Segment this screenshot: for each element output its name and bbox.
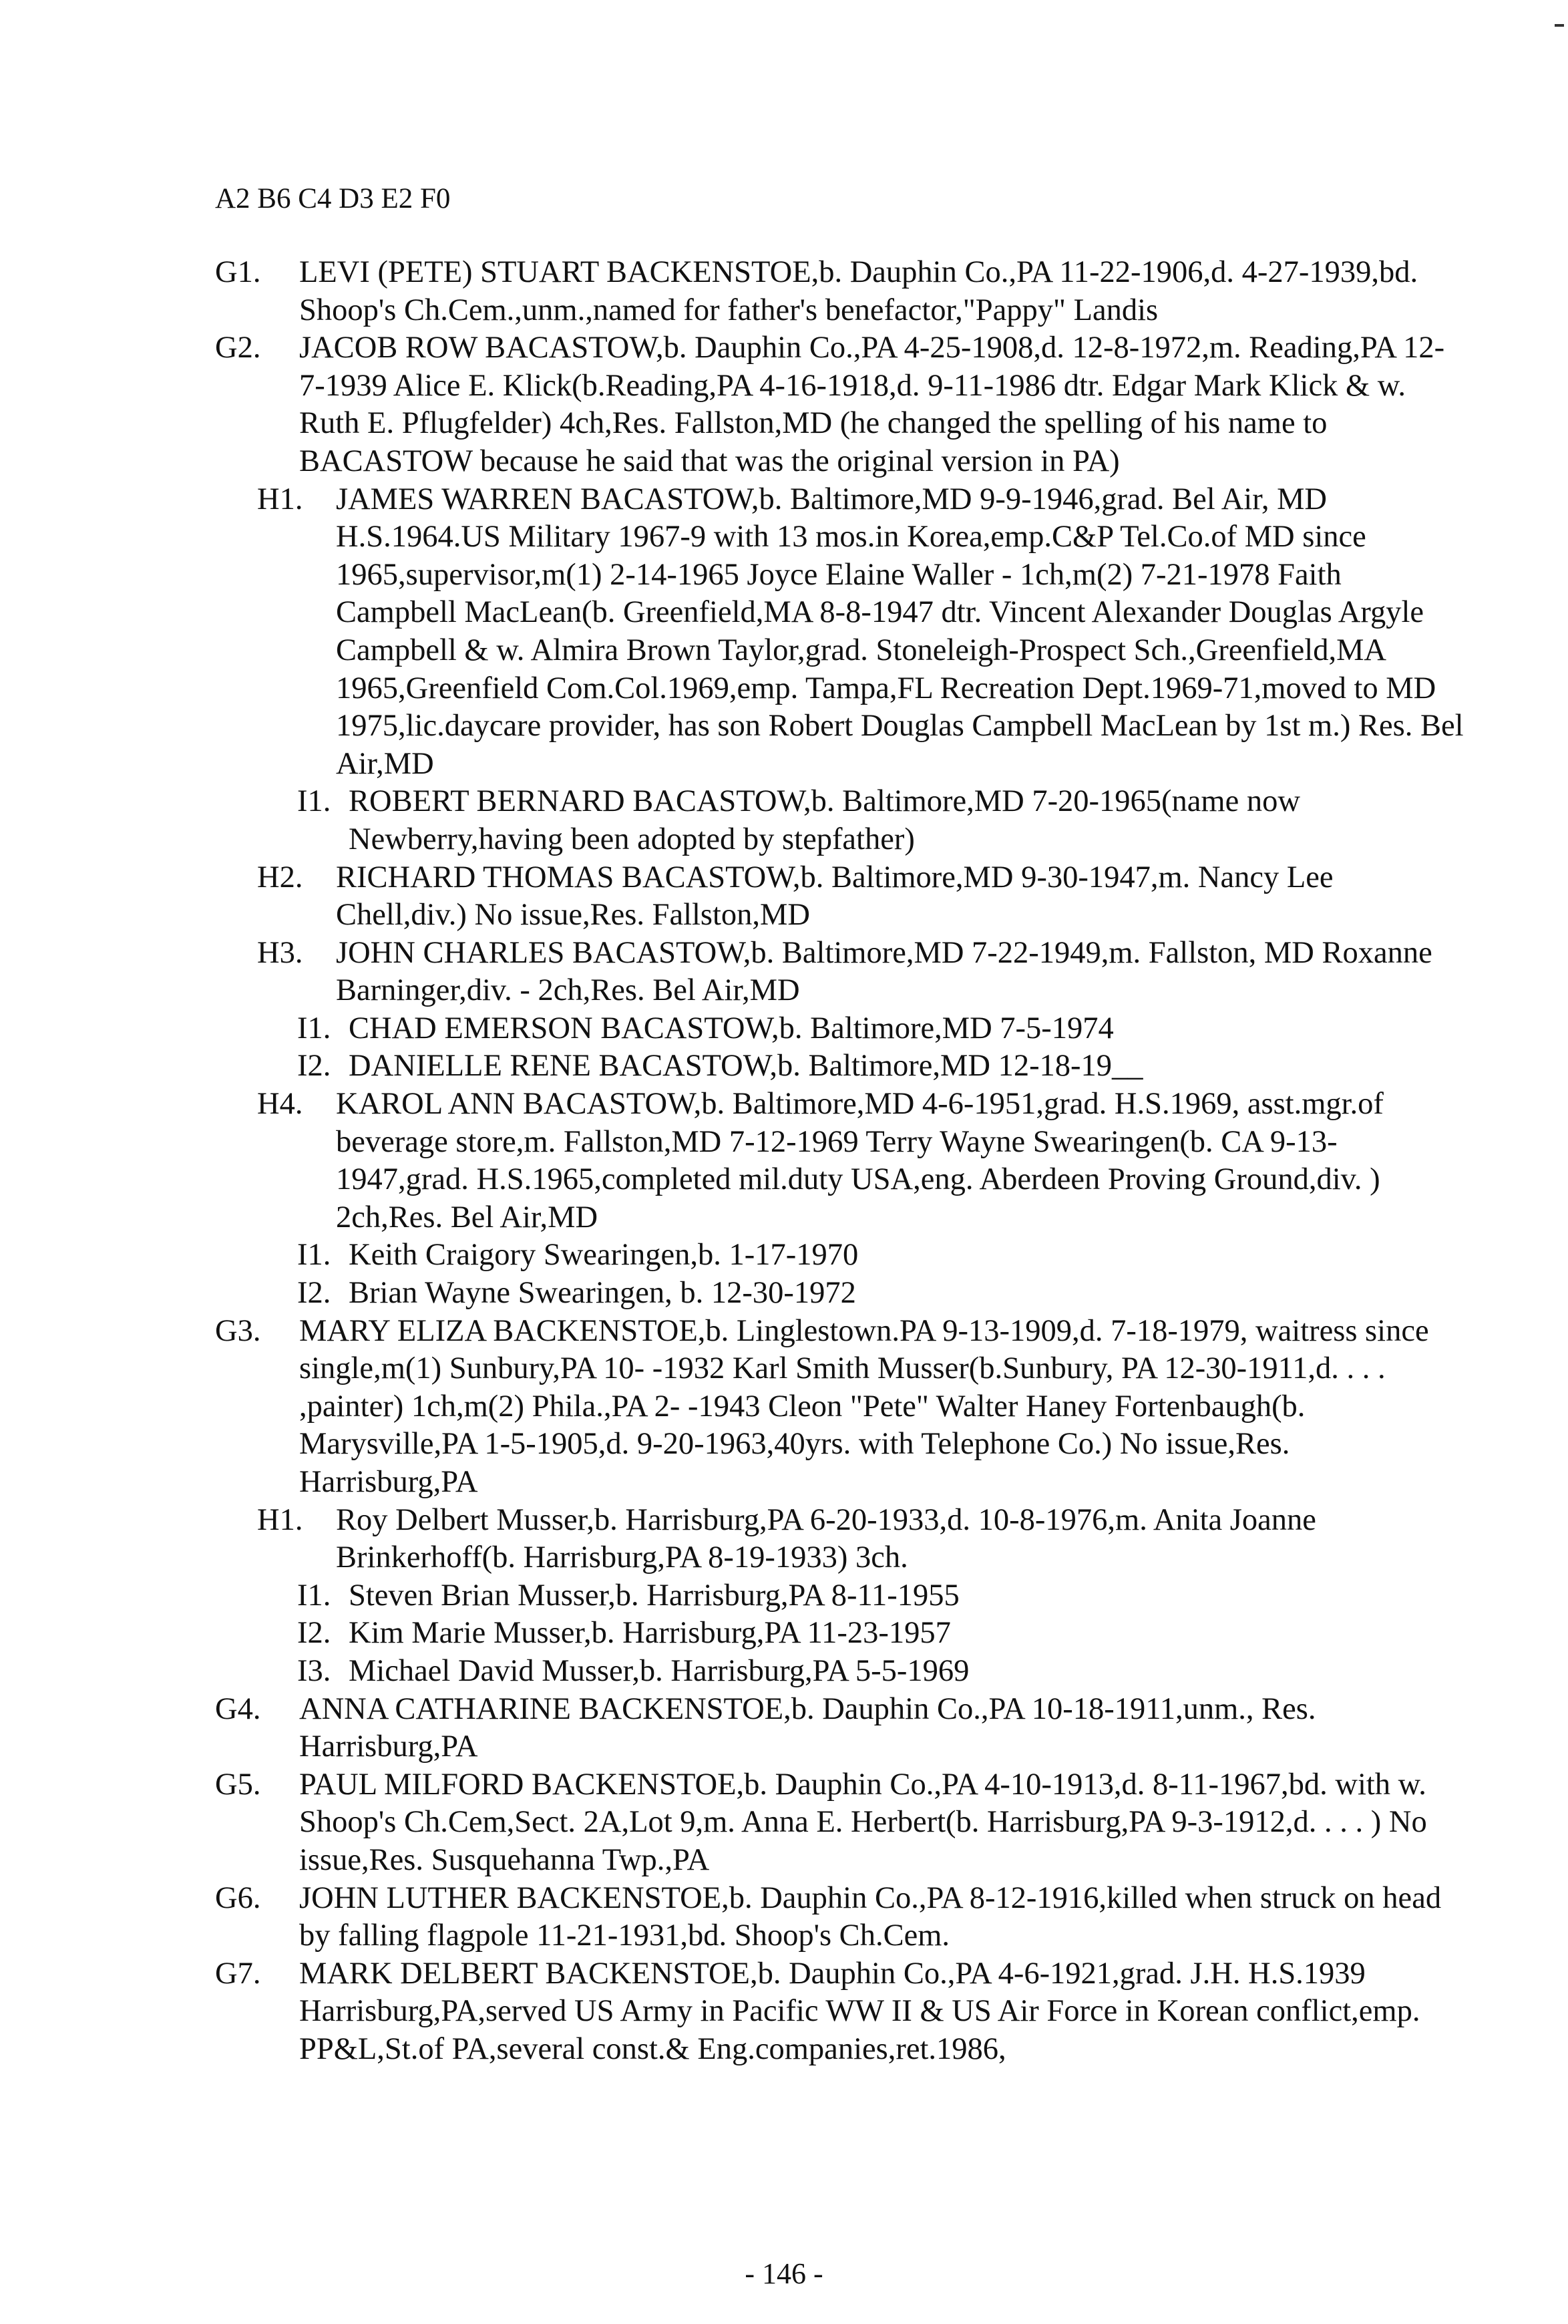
entry-label: I1. [297,784,331,819]
entry-text: Brian Wayne Swearingen, b. 12-30-1972 [349,1276,856,1311]
entry-g6 [0,1880,1568,1955]
entry-label: G7. [215,1956,261,1991]
entry-h4-karol [0,1086,1568,1236]
entry-label: H1. [257,482,303,516]
entry-label: H1. [257,1502,303,1537]
entry-text: CHAD EMERSON BACASTOW,b. Baltimore,MD 7-5-1974 [349,1011,1114,1045]
entry-i1-chad [0,1010,1568,1048]
entry-label: H3. [257,935,303,970]
entry-h3-john [0,935,1568,1010]
page-number: - 146 - [745,2257,823,2290]
entry-i2-brian [0,1275,1568,1313]
entry-text: Keith Craigory Swearingen,b. 1-17-1970 [349,1238,859,1273]
entry-text: Roy Delbert Musser,b. Harrisburg,PA 6-20-1933,d. 10-8-1976,m. Anita Joanne Brinkerhoff(b. Harrisburg,PA 8-19-1933) 3ch. [336,1502,1316,1575]
entry-label: H2. [257,860,303,894]
entry-label: I3. [297,1653,331,1688]
entry-text: DANIELLE RENE BACASTOW,b. Baltimore,MD 12-18-19__ [349,1049,1143,1084]
entry-i1-keith [0,1236,1568,1275]
entry-text: Kim Marie Musser,b. Harrisburg,PA 11-23-1957 [349,1616,951,1651]
entry-label: I2. [297,1049,331,1084]
entry-label: G2. [215,331,261,365]
entry-h1-roy [0,1502,1568,1577]
entry-g2 [0,329,1568,480]
entry-text: PAUL MILFORD BACKENSTOE,b. Dauphin Co.,PA 4-10-1913,d. 8-11-1967,bd. with w. Shoop's Ch.Cem,Sect. 2A,Lot 9,m. Anna E. Herbert(b. Harrisburg,PA 9-3-1912,d. . . . ) No issue,Res. Susquehanna Twp.,PA [299,1767,1427,1877]
entry-label: G6. [215,1880,261,1915]
entry-label: H4. [257,1087,303,1122]
entry-text: MARK DELBERT BACKENSTOE,b. Dauphin Co.,PA 4-6-1921,grad. J.H. H.S.1939 Harrisburg,PA,served US Army in Pacific WW II & US Air Force in Korean conflict,emp. PP&L,St.of PA,several const.& Eng.companies,ret.1986, [299,1956,1420,2066]
genealogy-entries [0,254,1568,2069]
entry-label: I2. [297,1616,331,1651]
entry-h1-james [0,481,1568,784]
entry-text: JAMES WARREN BACASTOW,b. Baltimore,MD 9-9-1946,grad. Bel Air, MD H.S.1964.US Military 1967-9 with 13 mos.in Korea,emp.C&P Tel.Co.of MD since 1965,supervisor,m(1) 2-14-1965 Joyce Elaine Waller - 1ch,m(2) 7-21-1978 Faith Campbell MacLean(b. Greenfield,MA 8-8-1947 dtr. Vincent Alexander Douglas Argyle Campbell & w. Almira Brown Taylor,grad. Stoneleigh-Prospect Sch.,Greenfield,MA 1965,Greenfield Com.Col.1969,emp. Tampa,FL Recreation Dept.1969-71,moved to MD 1975,lic.daycare provider, has son Robert Douglas Campbell MacLean by 1st m.) Res. Bel Air,MD [336,482,1464,781]
entry-text: ROBERT BERNARD BACASTOW,b. Baltimore,MD 7-20-1965(name now Newberry,having been adopted by stepfather) [349,784,1300,856]
entry-label: I2. [297,1276,331,1311]
entry-h2-richard [0,859,1568,935]
entry-i2-danielle [0,1047,1568,1086]
entry-text: ANNA CATHARINE BACKENSTOE,b. Dauphin Co.,PA 10-18-1911,unm., Res. Harrisburg,PA [299,1691,1316,1764]
entry-label: I1. [297,1578,331,1613]
entry-text: LEVI (PETE) STUART BACKENSTOE,b. Dauphin Co.,PA 11-22-1906,d. 4-27-1939,bd. Shoop's Ch.Cem.,unm.,named for father's benefactor,"Pappy" Landis [299,255,1418,327]
entry-i3-michael [0,1653,1568,1691]
entry-label: G1. [215,255,261,289]
entry-text: MARY ELIZA BACKENSTOE,b. Linglestown.PA 9-13-1909,d. 7-18-1979, waitress since single,m(1) Sunbury,PA 10- -1932 Karl Smith Musser(b.Sunbury, PA 12-30-1911,d. . . . ,painter) 1ch,m(2) Phila.,PA 2- -1943 Cleon "Pete" Walter Haney Fortenbaugh(b. Marysville,PA 1-5-1905,d. 9-20-1963,40yrs. with Telephone Co.) No issue,Res. Harrisburg,PA [299,1313,1429,1499]
entry-text: Michael David Musser,b. Harrisburg,PA 5-5-1969 [349,1653,970,1688]
entry-text: JOHN CHARLES BACASTOW,b. Baltimore,MD 7-22-1949,m. Fallston, MD Roxanne Barninger,div. - 2ch,Res. Bel Air,MD [336,935,1432,1008]
entry-i1-robert [0,783,1568,858]
scan-edge-mark [1555,24,1564,27]
lineage-code: A2 B6 C4 D3 E2 F0 [215,183,451,214]
entry-label: I1. [297,1238,331,1273]
entry-i1-steven [0,1577,1568,1615]
entry-label: G4. [215,1691,261,1726]
entry-text: JOHN LUTHER BACKENSTOE,b. Dauphin Co.,PA 8-12-1916,killed when struck on head by falling flagpole 11-21-1931,bd. Shoop's Ch.Cem. [299,1880,1442,1953]
entry-label: G5. [215,1767,261,1802]
entry-g4 [0,1691,1568,1766]
entry-label: I1. [297,1011,331,1045]
entry-text: JACOB ROW BACASTOW,b. Dauphin Co.,PA 4-25-1908,d. 12-8-1972,m. Reading,PA 12-7-1939 Alice E. Klick(b.Reading,PA 4-16-1918,d. 9-11-1986 dtr. Edgar Mark Klick & w. Ruth E. Pflugfelder) 4ch,Res. Fallston,MD (he changed the spelling of his name to BACASTOW because he said that was the original version in PA) [299,331,1445,478]
entry-g1 [0,254,1568,329]
entry-g5 [0,1766,1568,1880]
entry-g7 [0,1955,1568,2069]
entry-g3 [0,1313,1568,1502]
entry-text: RICHARD THOMAS BACASTOW,b. Baltimore,MD 9-30-1947,m. Nancy Lee Chell,div.) No issue,Res. Fallston,MD [336,860,1334,933]
entry-text: Steven Brian Musser,b. Harrisburg,PA 8-11-1955 [349,1578,960,1613]
entry-label: G3. [215,1313,261,1348]
entry-text: KAROL ANN BACASTOW,b. Baltimore,MD 4-6-1951,grad. H.S.1969, asst.mgr.of beverage store,m. Fallston,MD 7-12-1969 Terry Wayne Swearingen(b. CA 9-13-1947,grad. H.S.1965,completed mil.duty USA,eng. Aberdeen Proving Ground,div. ) 2ch,Res. Bel Air,MD [336,1087,1384,1234]
entry-i2-kim [0,1615,1568,1653]
